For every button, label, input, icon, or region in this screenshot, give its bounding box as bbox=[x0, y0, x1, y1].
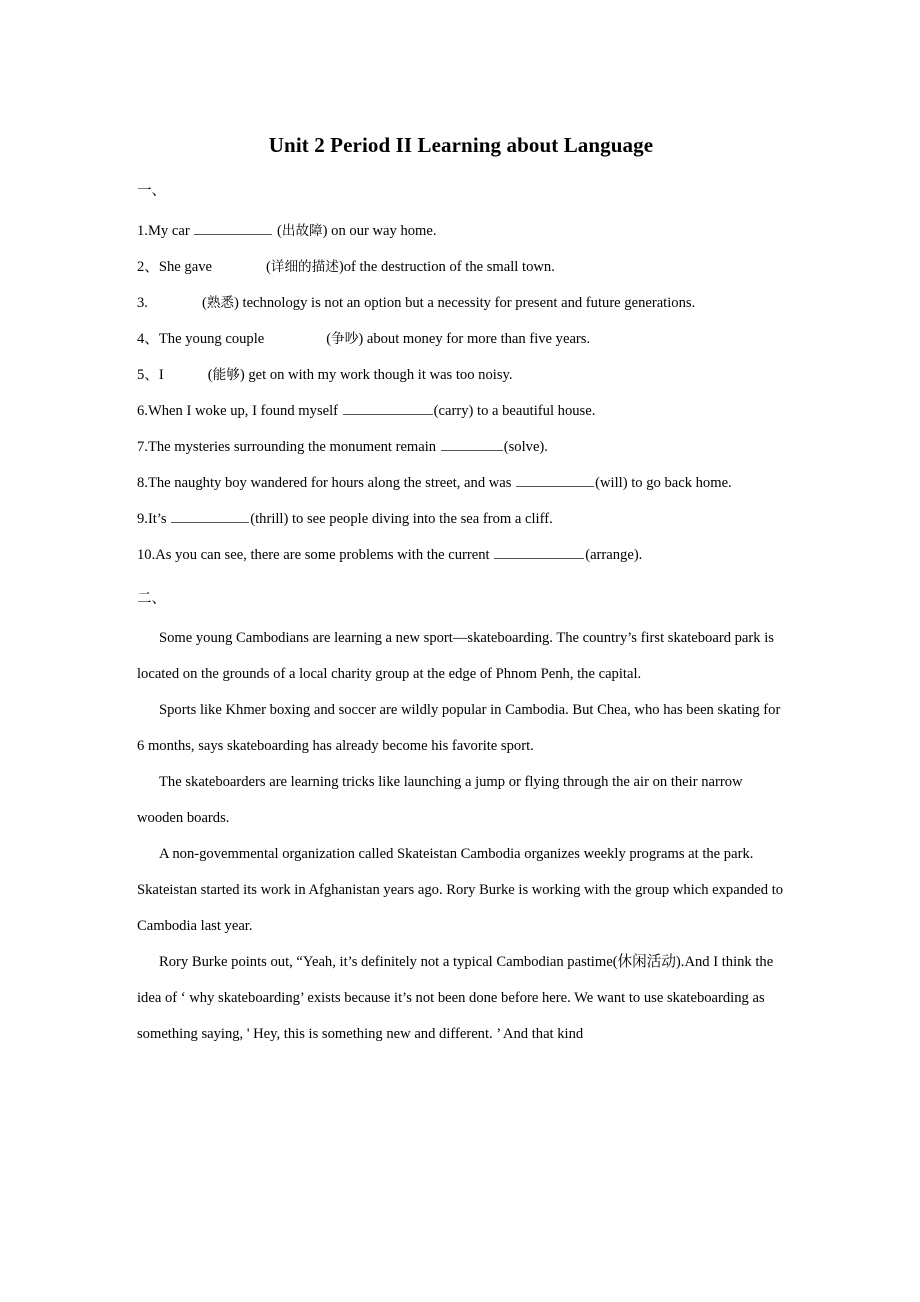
exercise-text: ) about money for more than five years. bbox=[358, 330, 591, 347]
answer-blank[interactable] bbox=[171, 508, 249, 522]
answer-blank[interactable] bbox=[343, 400, 433, 414]
exercise-text: 8.The naughty boy wandered for hours along the street, and was bbox=[137, 474, 516, 491]
chinese-hint: 能够 bbox=[212, 366, 240, 383]
chinese-hint: 争吵 bbox=[331, 330, 359, 347]
exercise-item-8 bbox=[137, 465, 785, 501]
exercise-text: ( bbox=[201, 294, 207, 311]
answer-blank[interactable] bbox=[494, 544, 584, 558]
chinese-hint: 出故障 bbox=[281, 222, 323, 239]
exercise-text: ( bbox=[265, 258, 271, 275]
passage-paragraph: Some young Cambodians are learning a new sport—skateboarding. The country’s first skateboard park is located on the grounds of a local charity group at the edge of Phnom Penh, the capital. bbox=[137, 630, 774, 683]
exercise-item-10 bbox=[137, 537, 785, 573]
exercise-text: ( bbox=[207, 366, 213, 383]
exercise-item-9 bbox=[137, 501, 785, 537]
exercise-text: 9.It’s bbox=[137, 510, 171, 527]
exercise-text: )of the destruction of the small town. bbox=[338, 258, 555, 275]
exercise-item-1 bbox=[137, 213, 785, 249]
exercise-item-5 bbox=[137, 357, 785, 393]
exercise-item-6 bbox=[137, 393, 785, 429]
answer-blank[interactable] bbox=[194, 220, 272, 234]
exercise-item-4 bbox=[137, 321, 785, 357]
exercise-text: ) get on with my work though it was too noisy. bbox=[239, 366, 513, 383]
chinese-hint: 详细的描述 bbox=[270, 258, 339, 275]
exercise-text: 5、I bbox=[137, 366, 164, 383]
page-title: Unit 2 Period II Learning about Language bbox=[268, 133, 654, 157]
exercise-text: ( bbox=[273, 222, 282, 239]
answer-blank[interactable] bbox=[516, 472, 594, 486]
exercise-text: (arrange). bbox=[585, 546, 643, 563]
chinese-hint: 熟悉 bbox=[206, 294, 235, 311]
exercise-text: 6.When I woke up, I found myself bbox=[137, 402, 342, 419]
document-content bbox=[137, 132, 785, 1052]
exercise-item-3 bbox=[137, 285, 785, 321]
section-marker-two: 二、 bbox=[137, 590, 166, 607]
exercise-text: 7.The mysteries surrounding the monument remain bbox=[137, 438, 440, 455]
passage-paragraph: Rory Burke points out, “Yeah, it’s definitely not a typical Cambodian pastime(休闲活动).And I think the idea of ‘ why skateboarding’ exists because it’s not been done before here. We want to use skateboarding as something saying, ' Hey, this is something new and different. ’ And that kind bbox=[137, 954, 774, 1043]
exercise-text: 3. bbox=[137, 294, 148, 311]
exercise-text: 4、The young couple bbox=[137, 330, 265, 347]
passage-paragraph: The skateboarders are learning tricks like launching a jump or flying through the air on their narrow wooden boards. bbox=[137, 774, 743, 827]
exercise-text: ) technology is not an option but a necessity for present and future generations. bbox=[234, 294, 696, 311]
exercise-text: (will) to go back home. bbox=[595, 474, 732, 491]
passage-paragraph: Sports like Khmer boxing and soccer are wildly popular in Cambodia. But Chea, who has been skating for 6 months, says skateboarding has already become his favorite sport. bbox=[137, 702, 781, 755]
exercise-text: ) on our way home. bbox=[322, 222, 437, 239]
section-marker-one: 一、 bbox=[137, 183, 166, 200]
exercise-text: (thrill) to see people diving into the sea from a cliff. bbox=[250, 510, 553, 527]
exercise-item-7 bbox=[137, 429, 785, 465]
exercise-text: 10.As you can see, there are some problems with the current bbox=[137, 546, 494, 563]
passage-paragraph: A non-govemmental organization called Skateistan Cambodia organizes weekly programs at the park. Skateistan started its work in Afghanistan years ago. Rory Burke is working with the group which expanded to Cambodia last year. bbox=[137, 846, 784, 935]
exercise-list bbox=[137, 213, 785, 573]
exercise-text: (carry) to a beautiful house. bbox=[433, 402, 596, 419]
exercise-text: 1.My car bbox=[137, 222, 194, 239]
exercise-text: ( bbox=[326, 330, 332, 347]
exercise-item-2 bbox=[137, 249, 785, 285]
answer-blank[interactable] bbox=[441, 436, 503, 450]
reading-passage bbox=[137, 620, 785, 1052]
exercise-text: 2、She gave bbox=[137, 258, 212, 275]
exercise-text: (solve). bbox=[503, 438, 548, 455]
